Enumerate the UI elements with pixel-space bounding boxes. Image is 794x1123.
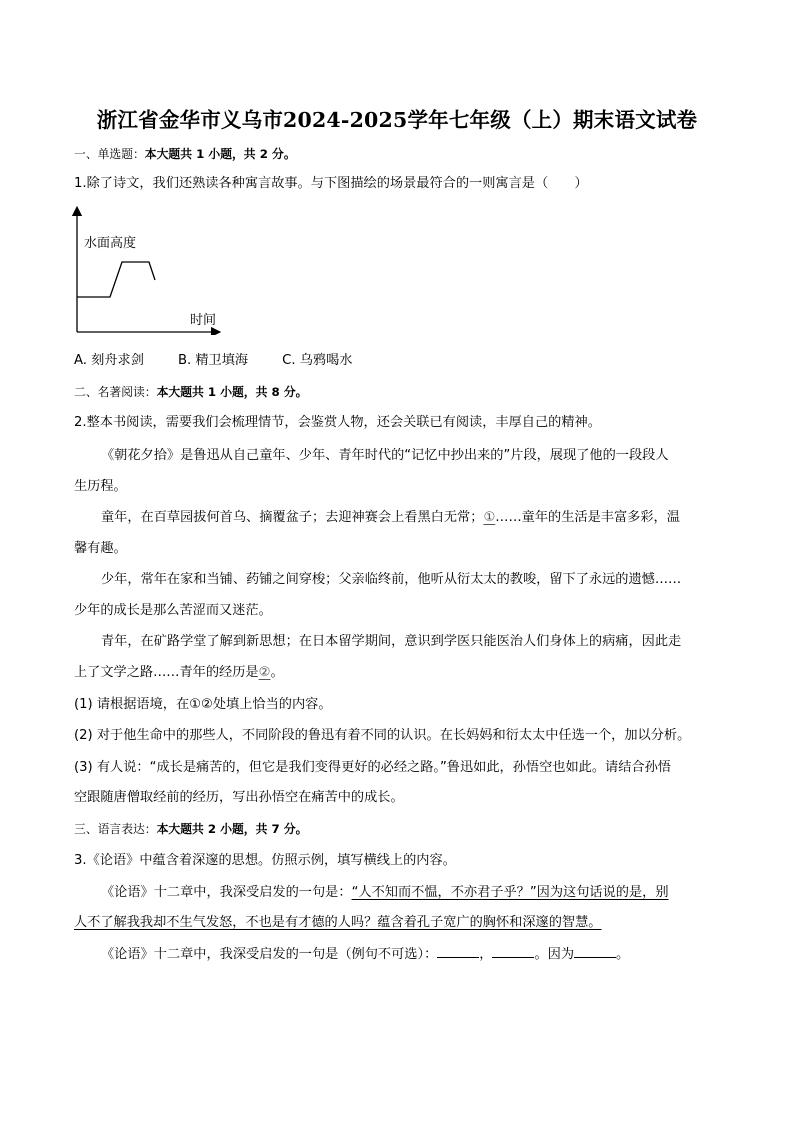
q3-example-underlined-1: “人不知而不愠，不亦君子乎？”因为这句话说的是，别 [351,885,669,900]
section-3-header [74,820,307,838]
question-3-stem: 3.《论语》中蕴含着深邃的思想。仿照示例，填写横线上的内容。 [74,853,456,868]
option-a[interactable]: A. 刻舟求剑 [74,353,144,368]
section-3-prefix: 三、语言表达： [74,822,157,836]
q2-paragraph-4-line-1: 青年，在矿路学堂了解到新思想；在日本留学期间，意识到学医只能医治人们身体上的病痛，因此走 [101,634,682,649]
q3-fill-middle: 。因为 [534,947,575,962]
q2-paragraph-2-line-2: 馨有趣。 [74,541,127,556]
q3-fill-end: 。 [616,947,630,962]
section-1-prefix: 一、单选题： [74,147,145,161]
answer-blank-3[interactable] [574,945,616,958]
q2-p4-text-b: 。 [270,665,284,680]
q2-paragraph-1-line-2: 生历程。 [74,479,127,494]
q3-example-line-1 [101,884,669,902]
q2-subquestion-3-line-1: (3) 有人说：“成长是痛苦的，但它是我们变得更好的必经之路。”鲁迅如此，孙悟空也如此。请结合孙悟 [74,760,671,775]
q2-paragraph-4-line-2 [74,664,284,682]
section-2-header [74,383,307,401]
q2-p4-text-a: 上了文学之路……青年的经历是 [74,665,259,680]
question-1-stem: 1.除了诗文，我们还熟读各种寓言故事。与下图描绘的场景最符合的一则寓言是（ ） [74,176,588,191]
section-1-header [74,145,296,163]
q3-example-prefix: 《论语》十二章中，我深受启发的一句是： [101,885,352,900]
q2-paragraph-3-line-1: 少年，常年在家和当铺、药铺之间穿梭；父亲临终前，他听从衍太太的教唆，留下了永远的遗憾…… [101,572,682,587]
question-2-stem: 2.整本书阅读，需要我们会梳理情节，会鉴赏人物，还会关联已有阅读，丰厚自己的精神。 [74,415,601,430]
q3-example-line-2 [74,914,602,932]
question-1-options [74,352,386,370]
q2-p2-text-a: 童年，在百草园拔何首乌、摘覆盆子；去迎神赛会上看黑白无常； [101,510,484,525]
section-2-desc: 本大题共 1 小题，共 8 分。 [156,385,308,399]
section-2-prefix: 二、名著阅读： [74,385,157,399]
section-3-desc: 本大题共 2 小题，共 7 分。 [156,822,308,836]
answer-blank-2[interactable] [492,945,534,958]
q3-fill-prefix: 《论语》十二章中，我深受启发的一句是（例句不可选）： [101,947,438,962]
page-title: 浙江省金华市义乌市2024-2025学年七年级（上）期末语文试卷 [96,108,698,132]
option-b[interactable]: B. 精卫填海 [177,353,249,368]
q3-fill-separator: ， [479,947,493,962]
water-level-chart [70,203,230,335]
q2-paragraph-3-line-2: 少年的成长是那么苦涩而又迷茫。 [74,603,272,618]
q2-subquestion-1: (1) 请根据语境，在①②处填上恰当的内容。 [74,697,332,712]
option-c[interactable]: C. 乌鸦喝水 [282,353,353,368]
blank-marker-1: ① [483,510,496,525]
answer-blank-1[interactable] [437,945,479,958]
q3-example-underlined-2: 人不了解我我却不生气发怒，不也是有才德的人吗？蕴含着孔子宽广的胸怀和深邃的智慧。 [74,915,602,930]
water-level-line [77,262,155,297]
x-axis-label: 时间 [190,313,217,328]
q2-p2-text-b: ……童年的生活是丰富多彩，温 [495,510,680,525]
q2-subquestion-2: (2) 对于他生命中的那些人，不同阶段的鲁迅有着不同的认识。在长妈妈和衍太太中任选一个，加以分析。 [74,728,691,743]
section-1-desc: 本大题共 1 小题，共 2 分。 [144,147,296,161]
q2-subquestion-3-line-2: 空跟随唐僧取经前的经历，写出孙悟空在痛苦中的成长。 [74,790,404,805]
q2-paragraph-2-line-1 [101,509,680,527]
y-axis-label: 水面高度 [84,236,137,251]
q3-fill-line [101,945,629,964]
blank-marker-2: ② [258,665,271,680]
q2-paragraph-1-line-1: 《朝花夕拾》是鲁迅从自己童年、少年、青年时代的“记忆中抄出来的”片段，展现了他的一段段人 [101,448,669,463]
